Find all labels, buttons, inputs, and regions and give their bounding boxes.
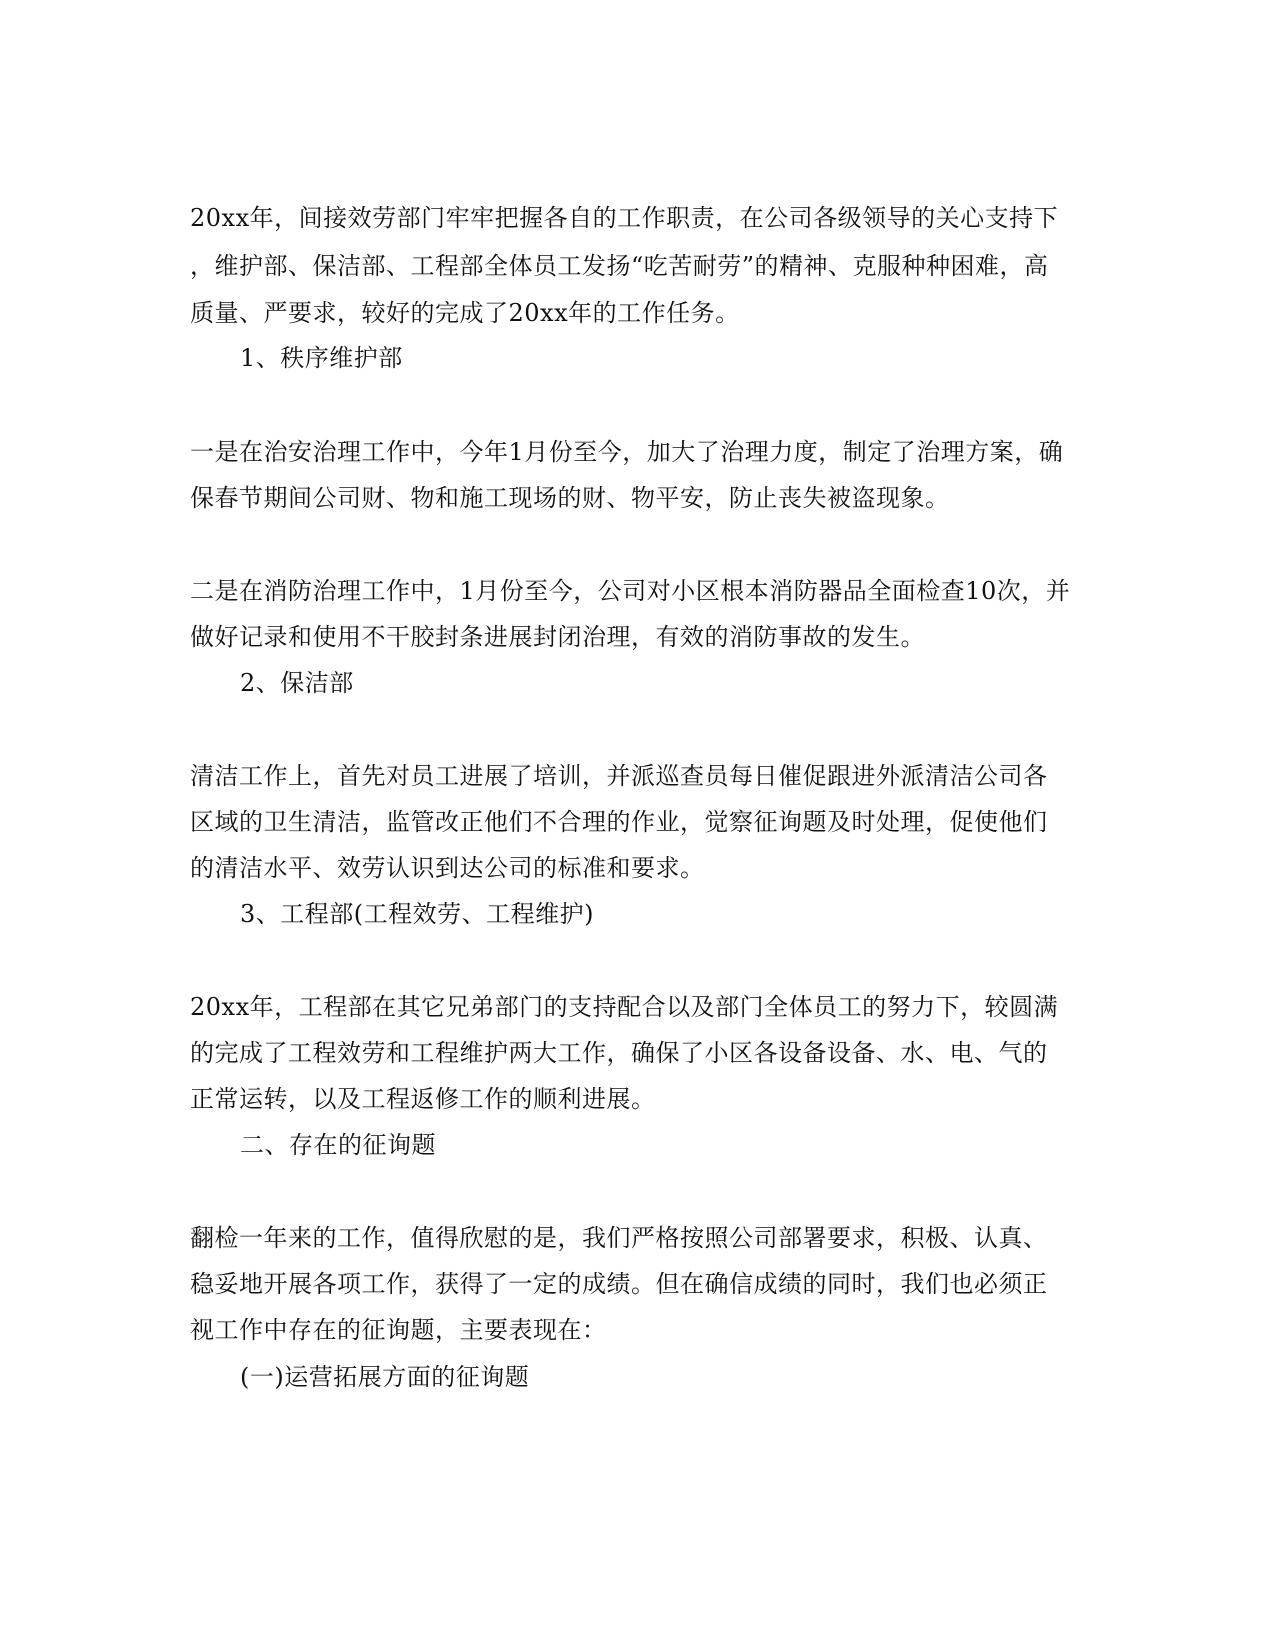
section-heading-problems: 二、存在的征询题 [240,1131,436,1159]
section-heading-order-maintenance: 1、秩序维护部 [240,344,403,372]
paragraph-fire-line-2: 做好记录和使用不干胶封条进展封闭治理，有效的消防事故的发生。 [190,623,925,651]
paragraph-intro-line-3: 质量、严要求，较好的完成了20xx年的工作任务。 [190,299,740,327]
paragraph-intro-line-1: 20xx年，间接效劳部门牢牢把握各自的工作职责，在公司各级领导的关心支持下 [190,204,1059,232]
paragraph-engineering-line-1: 20xx年，工程部在其它兄弟部门的支持配合以及部门全体员工的努力下，较圆满 [190,993,1059,1021]
paragraph-security-line-1: 一是在治安治理工作中，今年1月份至今，加大了治理力度，制定了治理方案，确 [190,438,1064,466]
paragraph-engineering-line-2: 的完成了工程效劳和工程维护两大工作，确保了小区各设备设备、水、电、气的 [190,1039,1048,1067]
paragraph-fire-line-1: 二是在消防治理工作中，1月份至今，公司对小区根本消防器品全面检查10次，并 [190,577,1071,605]
paragraph-review-line-2: 稳妥地开展各项工作，获得了一定的成绩。但在确信成绩的同时，我们也必须正 [190,1270,1048,1298]
section-heading-cleaning: 2、保洁部 [240,669,354,697]
section-heading-engineering: 3、工程部(工程效劳、工程维护) [240,900,594,928]
paragraph-engineering-line-3: 正常运转，以及工程返修工作的顺利进展。 [190,1085,656,1113]
paragraph-intro-line-2: ，维护部、保洁部、工程部全体员工发扬“吃苦耐劳”的精神、克服种种困难，高 [190,252,1049,280]
subsection-heading-operations: (一)运营拓展方面的征询题 [240,1363,530,1391]
paragraph-review-line-1: 翻检一年来的工作，值得欣慰的是，我们严格按照公司部署要求，积极、认真、 [190,1224,1048,1252]
paragraph-review-line-3: 视工作中存在的征询题，主要表现在： [190,1316,607,1344]
paragraph-cleaning-line-2: 区域的卫生清洁，监管改正他们不合理的作业，觉察征询题及时处理，促使他们 [190,808,1048,836]
paragraph-cleaning-line-3: 的清洁水平、效劳认识到达公司的标准和要求。 [190,854,705,882]
paragraph-security-line-2: 保春节期间公司财、物和施工现场的财、物平安，防止丧失被盗现象。 [190,484,950,512]
paragraph-cleaning-line-1: 清洁工作上，首先对员工进展了培训，并派巡查员每日催促跟进外派清洁公司各 [190,762,1048,790]
